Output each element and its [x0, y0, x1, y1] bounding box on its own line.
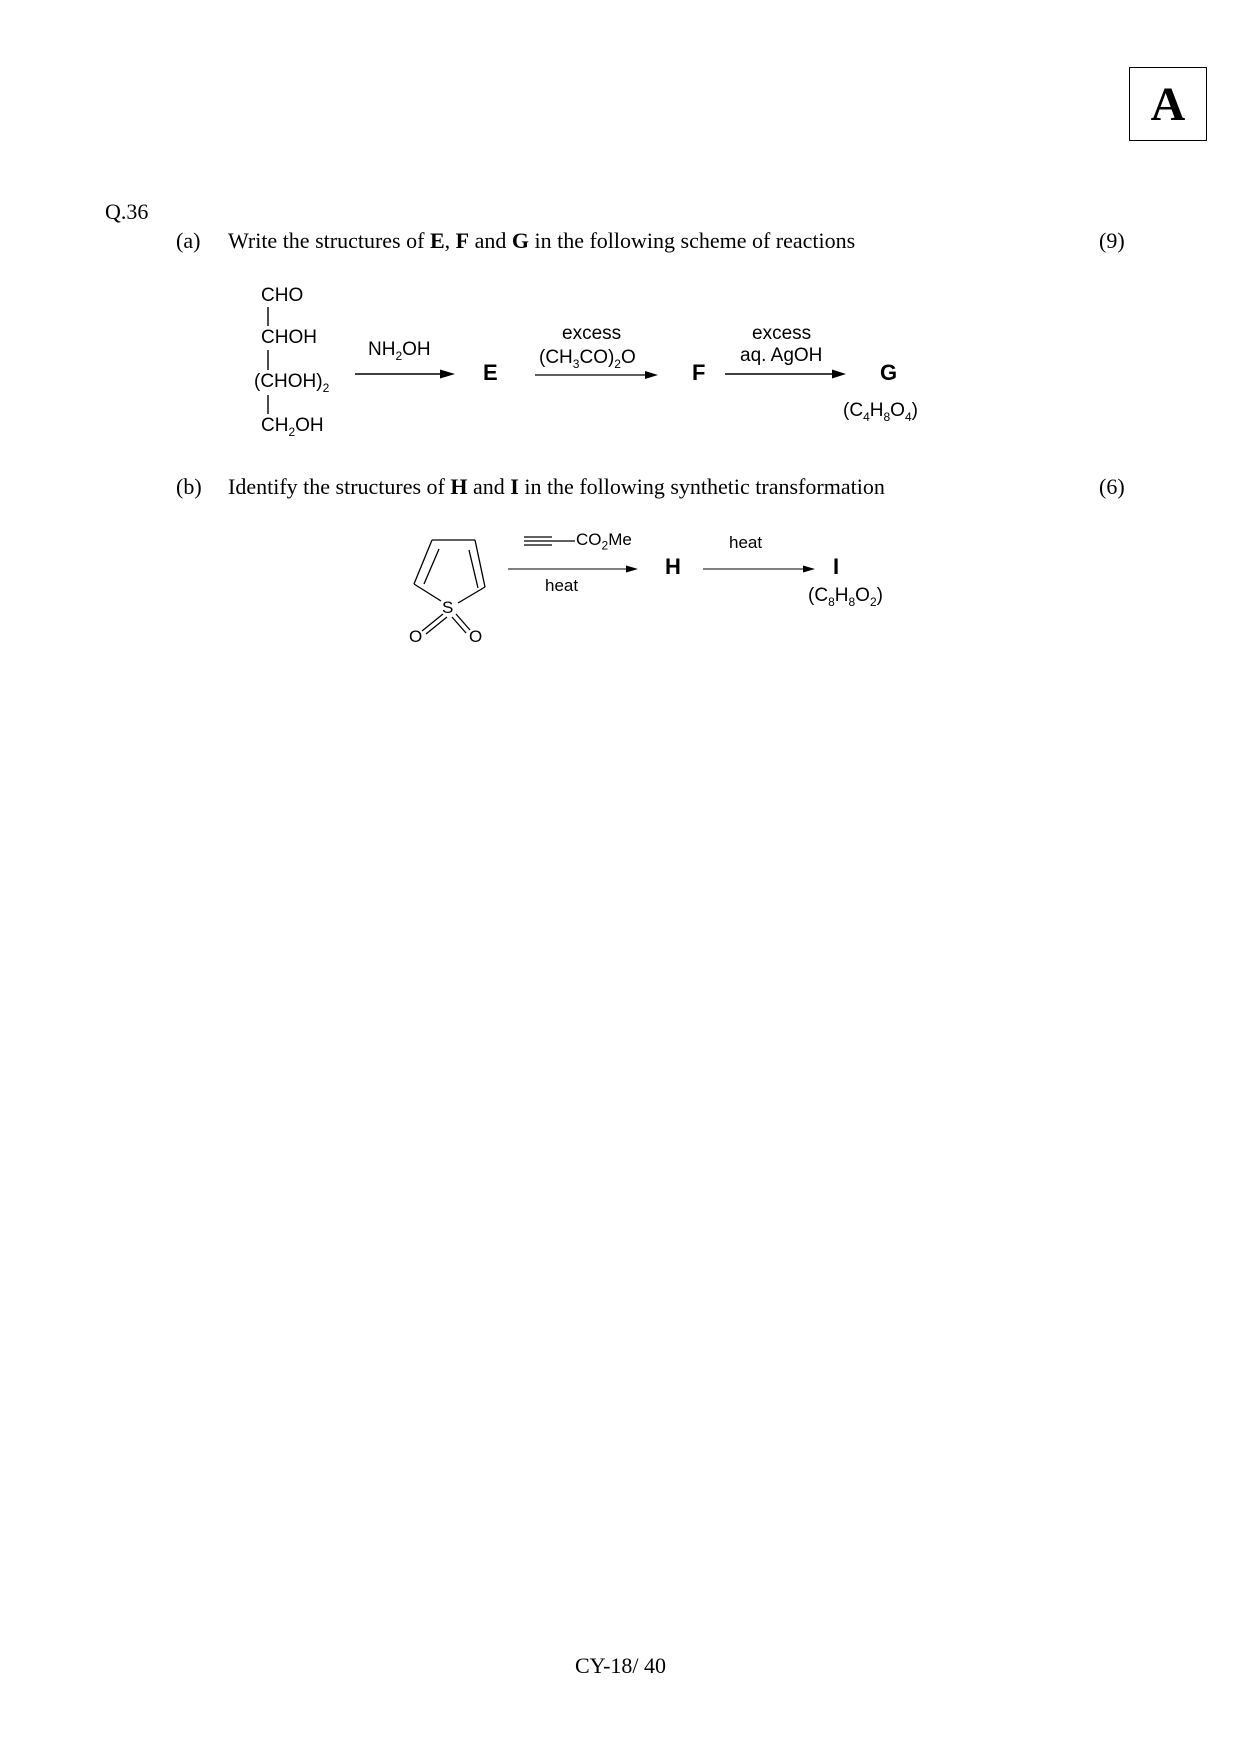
formula-i: $(C_8H_8O_2)$ [808, 585, 883, 609]
reagent-b2-heat: heat [729, 533, 763, 552]
sugar-chohhead: CHOH [261, 327, 317, 348]
reagent3-top: excess [752, 323, 812, 344]
reagent-b1-heat: heat [545, 576, 579, 595]
part-a-label: (a) [176, 228, 201, 253]
ring-o2: O [469, 627, 483, 646]
product-i: I [833, 554, 840, 579]
page-footer: CY-18/ 40 [574, 1653, 667, 1678]
product-g: G [880, 360, 898, 385]
ring-o1: O [409, 627, 423, 646]
reagent3-bottom: aq. AgOH [740, 345, 823, 366]
question-number: Q.36 [105, 199, 149, 224]
sugar-ch2oh: $CH_2OH$ [261, 415, 324, 439]
product-e: E [483, 360, 498, 385]
product-h: H [665, 554, 681, 579]
set-label: A [1150, 77, 1186, 131]
part-b-text: Identify the structures of H and I in the following synthetic transformation [228, 474, 885, 499]
reagent2-top: excess [562, 323, 622, 344]
sugar-cho: CHO [261, 285, 304, 306]
reagent-nh2oh: $NH_2OH$ [368, 339, 431, 363]
formula-g: $(C_4H_8O_4)$ [843, 400, 918, 424]
ring-s: S [442, 598, 454, 617]
alkyne-ester: $CO_2Me$ [576, 530, 632, 553]
product-f: F [692, 360, 706, 385]
part-b-label: (b) [176, 474, 202, 499]
sugar-choh2: $(CHOH)_2$ [254, 371, 330, 395]
reagent2-bottom: $(CH_3CO)_2O$ [539, 347, 636, 371]
part-b-marks: (6) [1099, 474, 1125, 499]
part-a-marks: (9) [1099, 228, 1125, 253]
part-a-text: Write the structures of E, F and G in the following scheme of reactions [228, 228, 856, 253]
